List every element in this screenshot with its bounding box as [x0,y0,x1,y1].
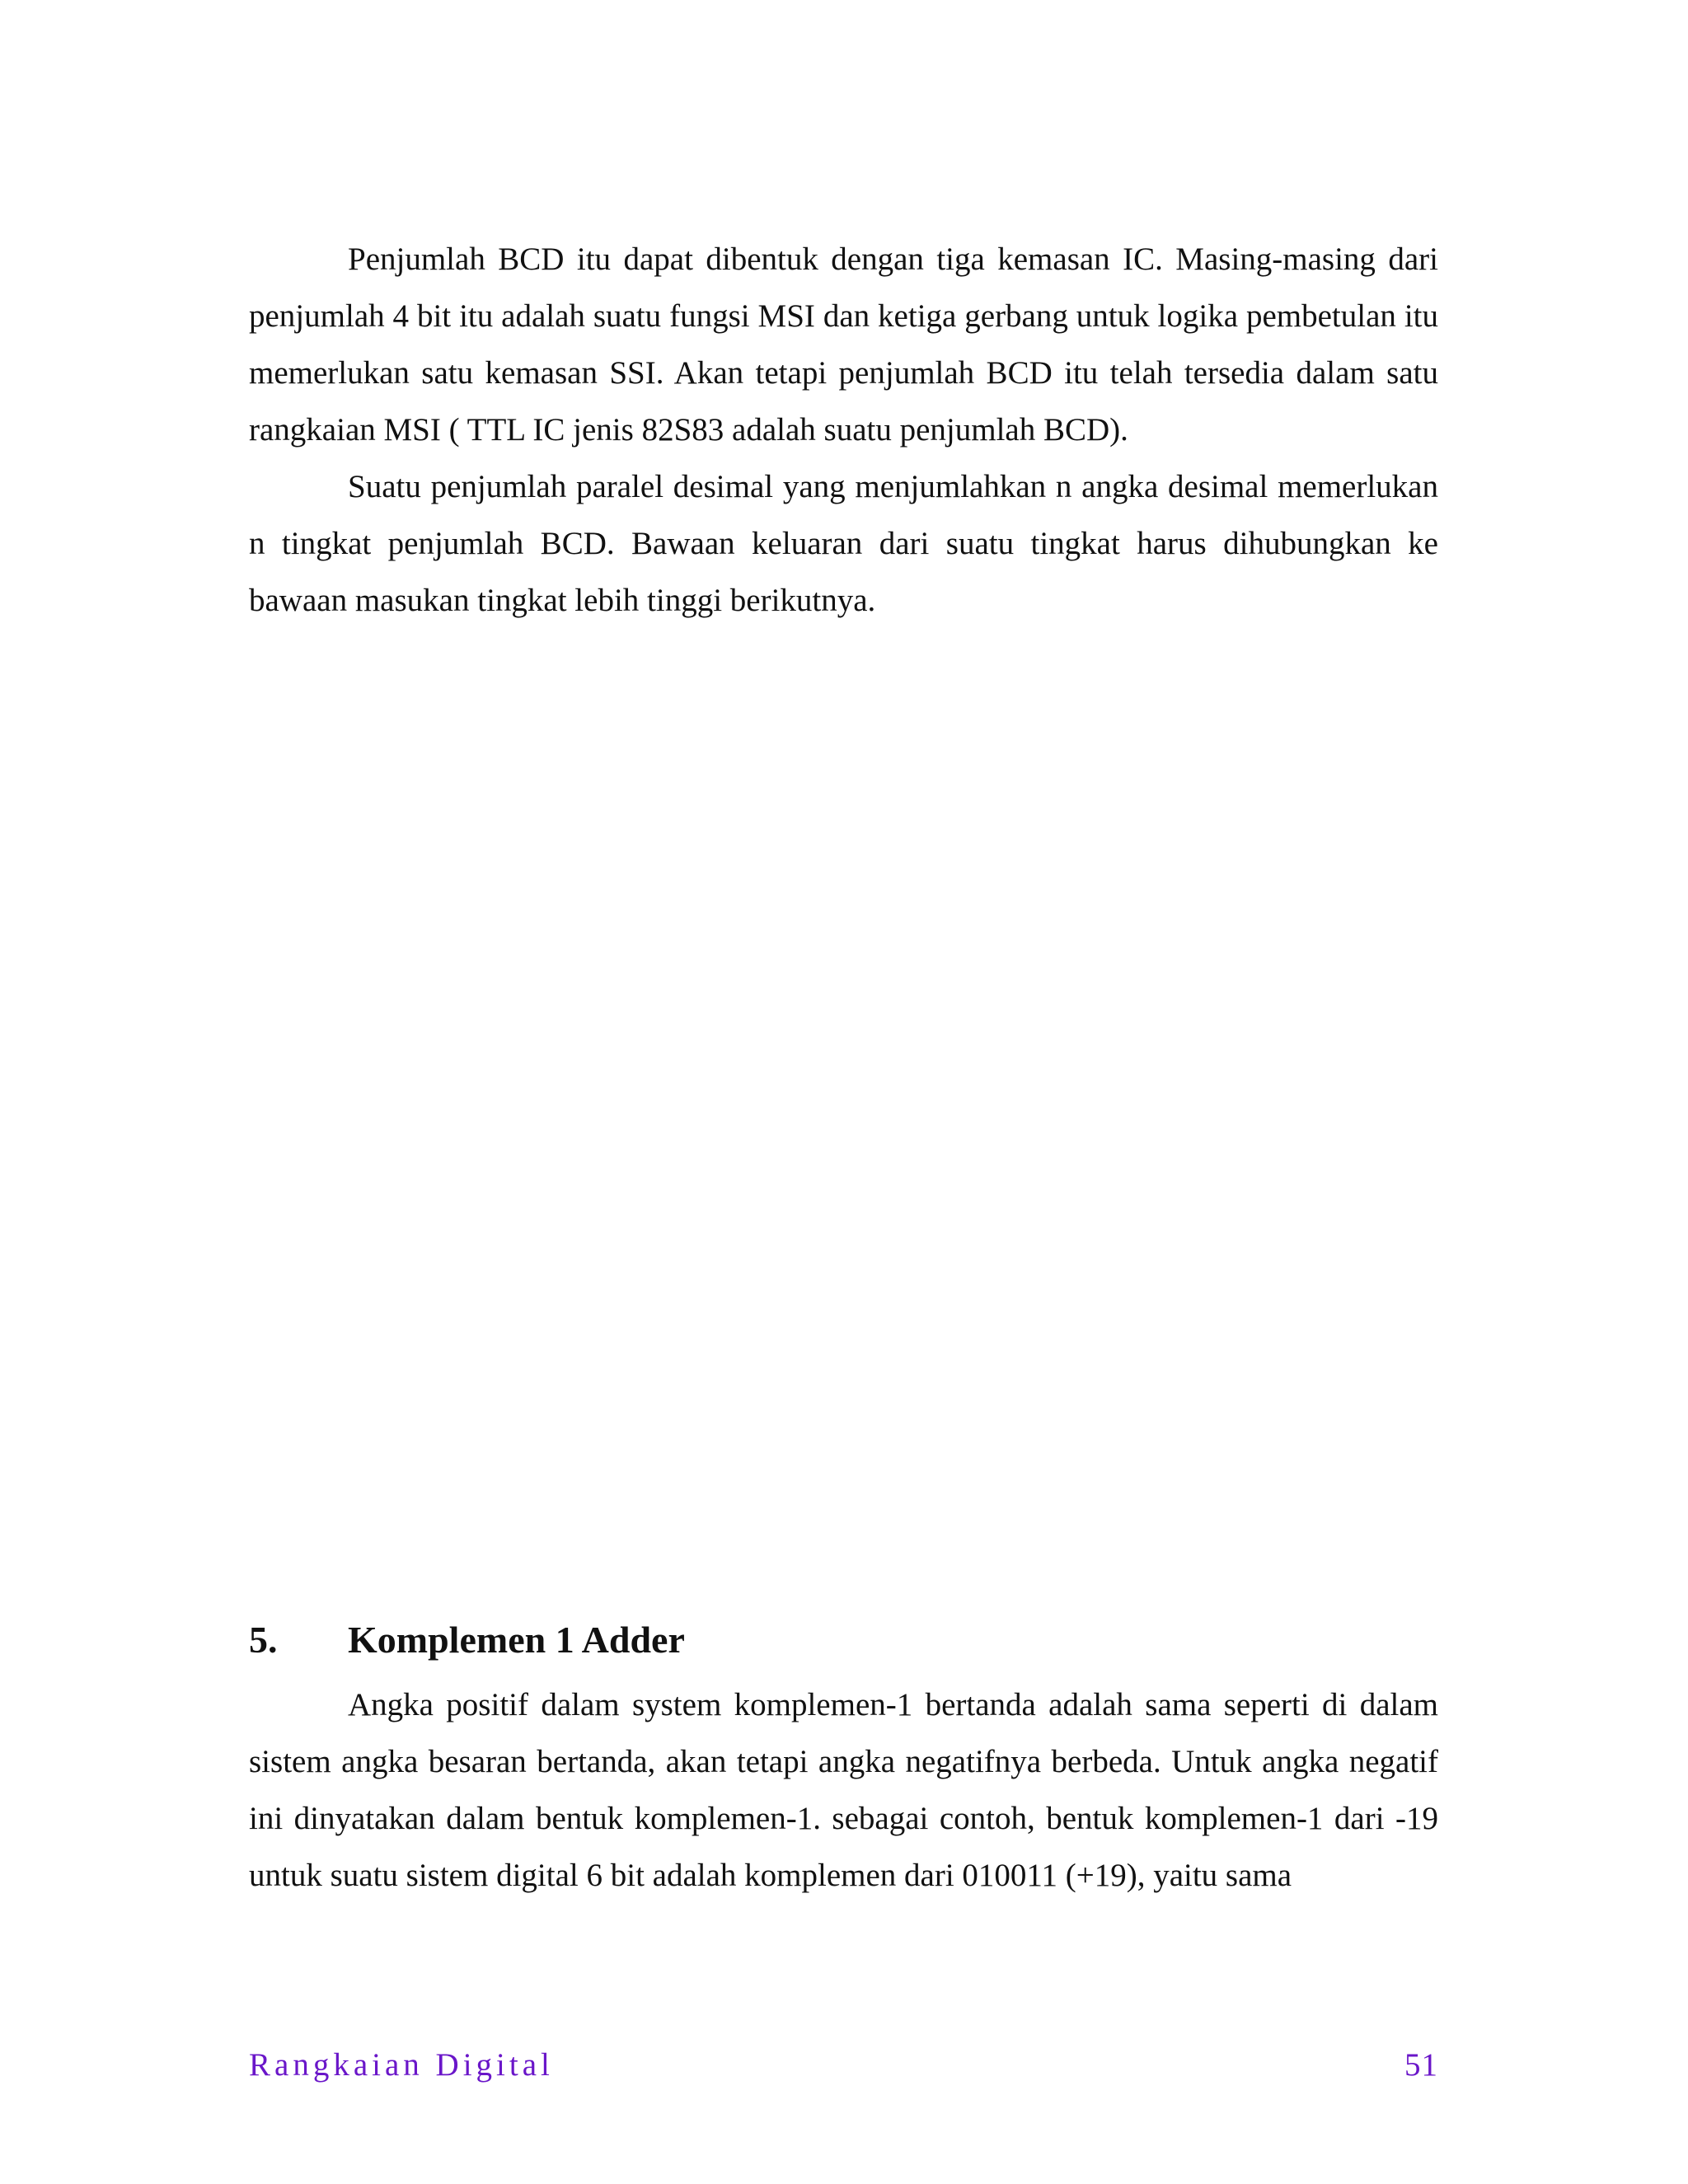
section-title: Komplemen 1 Adder [348,1619,685,1661]
bcd-adder-paragraph: Penjumlah BCD itu dapat dibentuk dengan tiga kemasan IC. Masing-masing dari penjumlah 4 bit itu adalah suatu fungsi MSI dan ketiga gerbang untuk logika pembetulan itu memerlukan satu kemasan SSI. Akan tetapi penjumlah BCD itu telah tersedia dalam satu rangkaian MSI ( TTL IC jenis 82S83 adalah suatu penjumlah BCD). [249,241,1438,448]
parallel-decimal-adder-paragraph: Suatu penjumlah paralel desimal yang menjumlahkan n angka desimal memerlukan n tingkat penjumlah BCD. Bawaan keluaran dari suatu tingkat harus dihubungkan ke bawaan masukan tingkat lebih tinggi berikutnya. [249,469,1438,618]
intro-text-block [249,231,1438,629]
page-footer [249,2042,1438,2088]
footer-title: Rangkaian Digital [249,2047,554,2083]
section-heading [249,1615,1438,1665]
ones-complement-paragraph: Angka positif dalam system komplemen-1 bertanda adalah sama seperti di dalam sistem angka besaran bertanda, akan tetapi angka negatifnya berbeda. Untuk angka negatif ini dinyatakan dalam bentuk komplemen-1. sebagai contoh, bentuk komplemen-1 dari -19 untuk suatu sistem digital 6 bit adalah komplemen dari 010011 (+19), yaitu sama [249,1687,1438,1893]
section-number: 5. [249,1619,278,1661]
section-body [249,1676,1438,1904]
page-number: 51 [1404,2047,1438,2083]
